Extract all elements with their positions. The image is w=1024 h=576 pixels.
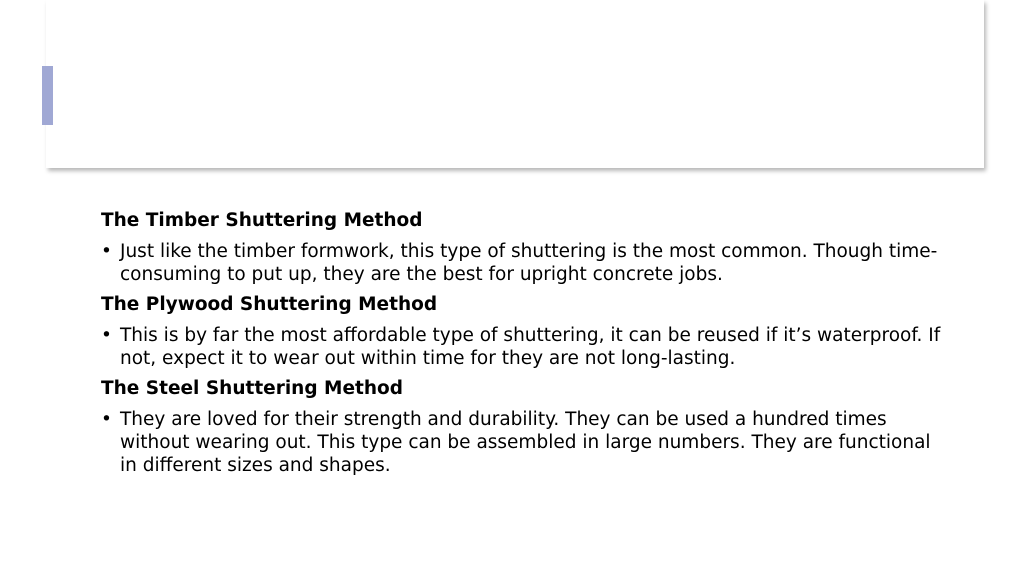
bullet-icon: • [101, 409, 112, 430]
bullet-item-steel [101, 408, 941, 477]
section-heading-timber: The Timber Shuttering Method [101, 210, 423, 231]
bullet-icon: • [101, 241, 112, 262]
section-heading-plywood: The Plywood Shuttering Method [101, 294, 438, 315]
slide-body [101, 208, 941, 483]
bullet-icon: • [101, 325, 112, 346]
accent-bar [42, 66, 53, 125]
section-heading-steel: The Steel Shuttering Method [101, 378, 403, 399]
bullet-item-timber [101, 240, 941, 286]
bullet-item-plywood [101, 324, 941, 370]
title-panel [46, 0, 984, 168]
bullet-text-timber: Just like the timber formwork, this type of shuttering is the most common. Though time-consuming to put up, they are the best for upright concrete jobs. [120, 241, 938, 285]
bullet-text-plywood: This is by far the most affordable type of shuttering, it can be reused if it’s waterproof. If not, expect it to wear out within time for they are not long-lasting. [120, 325, 941, 369]
bullet-text-steel: They are loved for their strength and durability. They can be used a hundred times without wearing out. This type can be assembled in large numbers. They are functional in different sizes and shapes. [120, 409, 931, 476]
